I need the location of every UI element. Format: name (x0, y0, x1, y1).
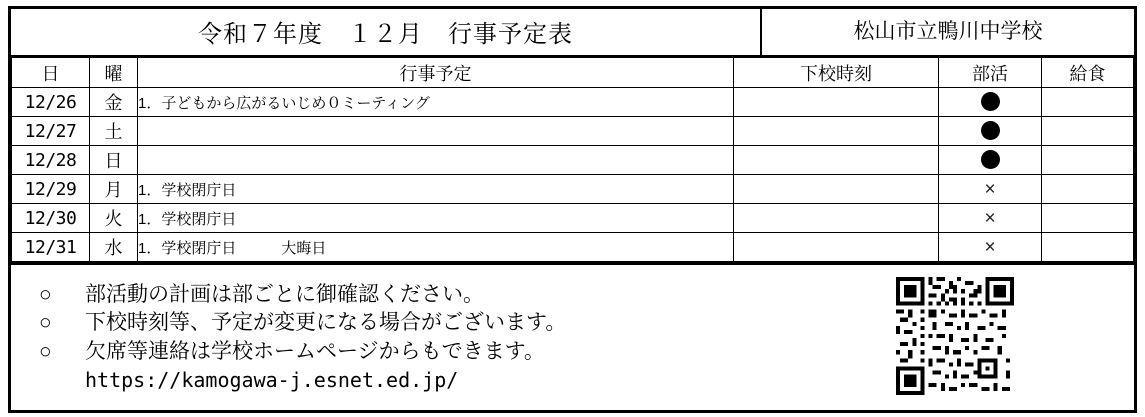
table-row (12, 233, 1134, 262)
cell-event: 1．学校閉庁日 大晦日 (138, 233, 734, 262)
bullet-icon: ○ (39, 339, 52, 363)
cell-dow: 日 (90, 146, 138, 175)
qr-code-icon (896, 277, 1014, 395)
cell-club (939, 233, 1042, 262)
cell-club (939, 117, 1042, 146)
cell-dismissal-time (734, 117, 939, 146)
page-title: 令和７年度 １２月 行事予定表 (11, 9, 762, 55)
cell-event (138, 117, 734, 146)
cell-club (939, 204, 1042, 233)
cell-dow: 金 (90, 88, 138, 117)
cell-dow: 土 (90, 117, 138, 146)
table-row (12, 146, 1134, 175)
cell-dismissal-time (734, 204, 939, 233)
cell-dow: 月 (90, 175, 138, 204)
column-header-dismissal-time: 下校時刻 (734, 58, 939, 88)
club-yes-icon (981, 150, 1000, 169)
club-no-icon: × (984, 236, 996, 258)
note-item (39, 309, 896, 337)
cell-dismissal-time (734, 233, 939, 262)
cell-date: 12/28 (12, 146, 90, 175)
club-no-icon: × (984, 207, 996, 229)
note-item (39, 281, 896, 309)
cell-date: 12/30 (12, 204, 90, 233)
cell-lunch (1042, 117, 1134, 146)
notes-area (11, 262, 1134, 410)
note-text: 欠席等連絡は学校ホームページからもできます。 (85, 339, 545, 363)
cell-dow: 水 (90, 233, 138, 262)
qr-code-wrapper (896, 265, 1134, 395)
cell-lunch (1042, 204, 1134, 233)
cell-dismissal-time (734, 88, 939, 117)
column-header-date: 日 (12, 58, 90, 88)
note-text: 部活動の計画は部ごとに御確認ください。 (85, 283, 484, 306)
column-header-dow: 曜 (90, 58, 138, 88)
cell-date: 12/31 (12, 233, 90, 262)
cell-date: 12/26 (12, 88, 90, 117)
cell-date: 12/27 (12, 117, 90, 146)
cell-club (939, 175, 1042, 204)
cell-lunch (1042, 88, 1134, 117)
cell-lunch (1042, 175, 1134, 204)
bullet-icon: ○ (39, 283, 52, 306)
cell-lunch (1042, 233, 1134, 262)
club-no-icon: × (984, 178, 996, 200)
table-row (12, 88, 1134, 117)
table-row (12, 117, 1134, 146)
cell-dismissal-time (734, 175, 939, 204)
cell-event: 1．学校閉庁日 (138, 175, 734, 204)
column-header-lunch: 給食 (1042, 58, 1134, 88)
school-website-url[interactable]: https://kamogawa-j.esnet.ed.jp/ (85, 368, 459, 393)
cell-event (138, 146, 734, 175)
title-row (11, 9, 1134, 57)
cell-dow: 火 (90, 204, 138, 233)
schedule-table (11, 57, 1134, 262)
schedule-frame (8, 6, 1137, 413)
cell-club (939, 146, 1042, 175)
column-header-club: 部活 (939, 58, 1042, 88)
note-item (39, 338, 896, 366)
table-row (12, 204, 1134, 233)
table-row (12, 175, 1134, 204)
table-header-row (12, 58, 1134, 88)
note-text: 下校時刻等、予定が変更になる場合がございます。 (85, 311, 567, 335)
club-yes-icon (981, 92, 1000, 111)
cell-date: 12/29 (12, 175, 90, 204)
school-name: 松山市立鴨川中学校 (853, 20, 1043, 43)
bullet-icon: ○ (39, 311, 52, 335)
cell-club (939, 88, 1042, 117)
column-header-event: 行事予定 (138, 58, 734, 88)
cell-event: 1．学校閉庁日 (138, 204, 734, 233)
cell-lunch (1042, 146, 1134, 175)
cell-event: 1．子どもから広がるいじめ０ミーティング (138, 88, 734, 117)
club-yes-icon (981, 121, 1000, 140)
notes-list (11, 265, 896, 394)
cell-dismissal-time (734, 146, 939, 175)
